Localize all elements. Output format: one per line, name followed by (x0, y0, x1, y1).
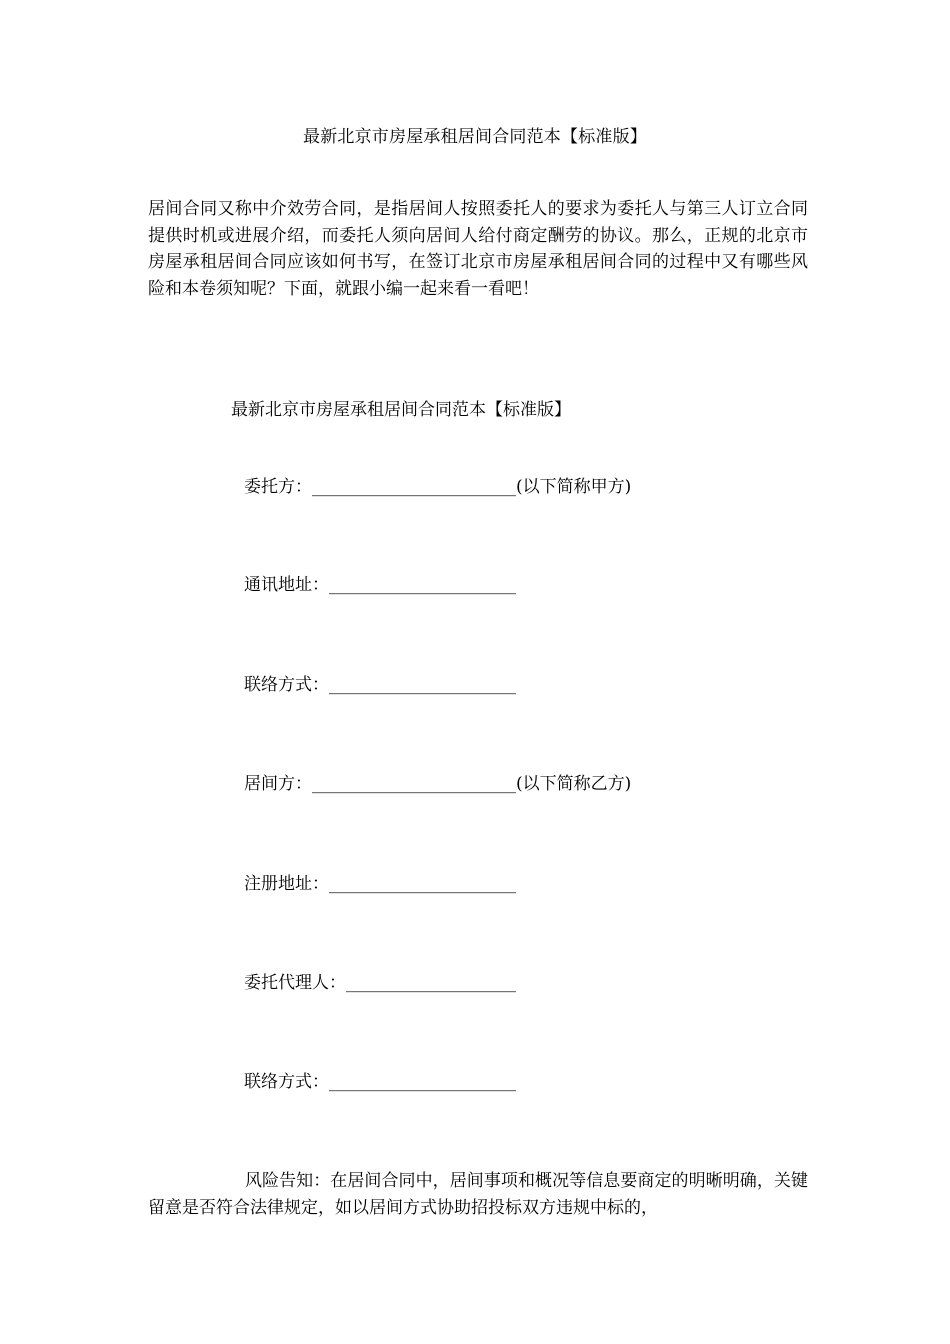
registered-address-field: 注册地址：______________________ (244, 874, 516, 894)
contract-subtitle: 最新北京市房屋承租居间合同范本【标准版】 (231, 400, 571, 420)
agent-field: 委托代理人：____________________ (244, 973, 516, 993)
intermediary-contact-field: 联络方式：______________________ (244, 1072, 516, 1092)
intermediary-field: 居间方：________________________(以下简称乙方) (244, 774, 632, 794)
intro-paragraph: 居间合同又称中介效劳合同，是指居间人按照委托人的要求为委托人与第三人订立合同提供时机或进展介绍，而委托人须向居间人给付商定酬劳的协议。那么，正规的北京市房屋承租居间合同应该如何书写，在签订北京市房屋承租居间合同的过程中又有哪些风险和本卷须知呢？下面，就跟小编一起来看一看吧！ (148, 199, 808, 299)
document-title: 最新北京市房屋承租居间合同范本【标准版】 (303, 127, 647, 147)
risk-notice-paragraph: 风险告知：在居间合同中，居间事项和概况等信息要商定的明晰明确，关键留意是否符合法律规定，如以居间方式协助招投标双方违规中标的， (148, 1171, 808, 1218)
client-contact-field: 联络方式：______________________ (244, 675, 516, 695)
client-field: 委托方：________________________(以下简称甲方) (244, 477, 632, 497)
client-address-field: 通讯地址：______________________ (244, 575, 516, 595)
